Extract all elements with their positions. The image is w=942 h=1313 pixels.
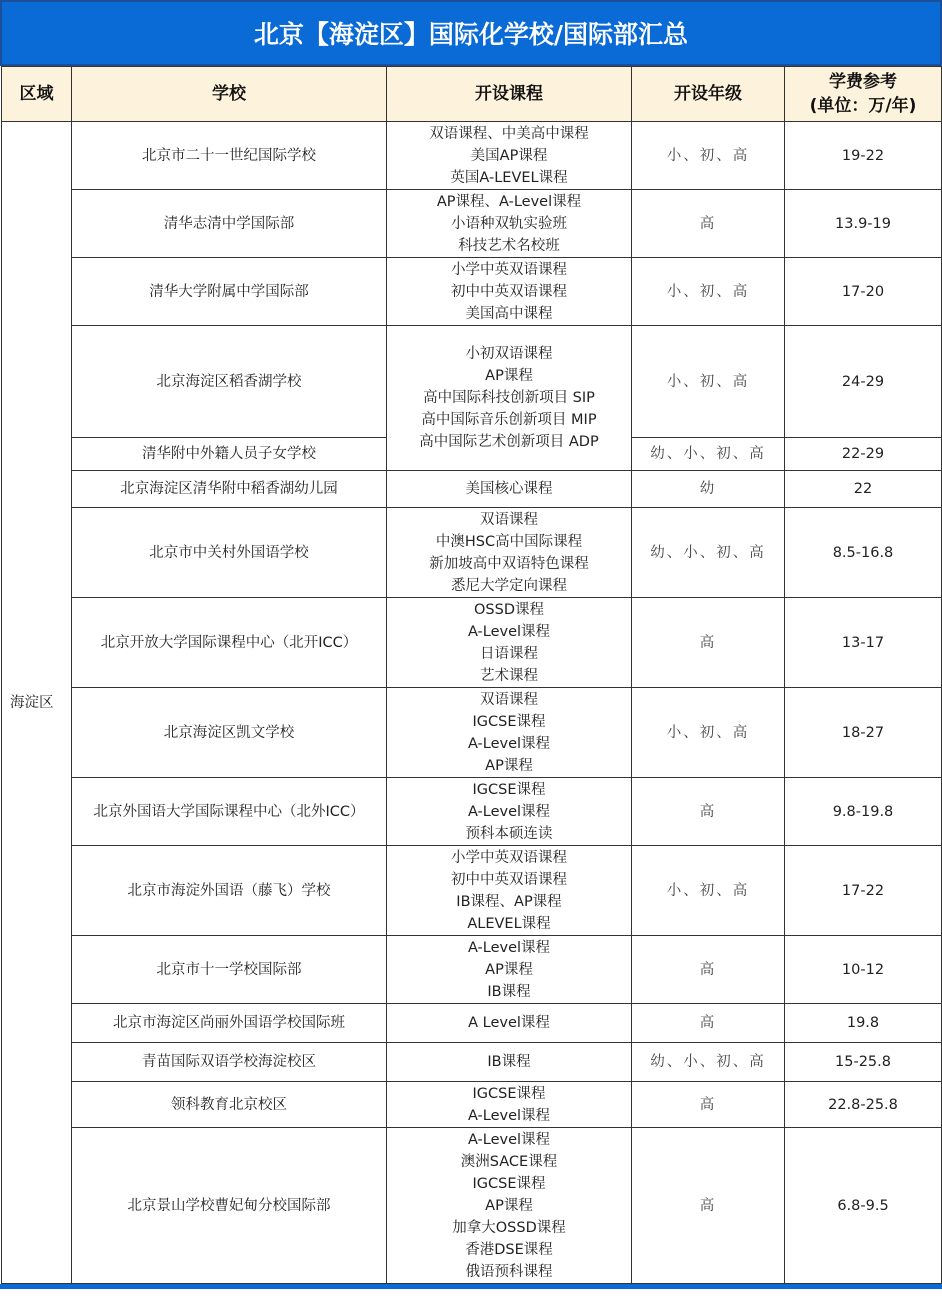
courses-cell <box>387 846 632 936</box>
grades-cell: 幼 <box>632 471 785 508</box>
course-line: A-Level课程 <box>467 803 551 820</box>
courses-cell <box>387 258 632 326</box>
header-fee <box>785 67 942 122</box>
fee-cell: 17-22 <box>785 846 942 936</box>
course-line: 双语课程、中美高中课程 <box>429 125 589 142</box>
courses-cell <box>387 1082 632 1128</box>
courses-cell <box>387 688 632 778</box>
course-line: 悉尼大学定向课程 <box>451 577 567 594</box>
table-row <box>2 471 942 508</box>
school-cell: 北京开放大学国际课程中心（北开ICC） <box>72 598 387 688</box>
grades-cell: 幼、小、初、高 <box>632 438 785 471</box>
course-line: 双语课程 <box>480 511 538 528</box>
fee-cell: 22.8-25.8 <box>785 1082 942 1128</box>
course-line: 香港DSE课程 <box>465 1241 553 1258</box>
courses-cell <box>387 508 632 598</box>
courses-cell <box>387 778 632 846</box>
course-line: ALEVEL课程 <box>467 915 551 932</box>
fee-cell: 19.8 <box>785 1004 942 1043</box>
course-line: 高中国际艺术创新项目 ADP <box>419 434 599 450</box>
course-line: 高中国际科技创新项目 SIP <box>423 390 595 406</box>
course-line: IGCSE课程 <box>472 1175 546 1192</box>
course-line: 双语课程 <box>480 691 538 708</box>
table-row <box>2 1128 942 1284</box>
course-line: 小语种双轨实验班 <box>451 215 567 232</box>
course-line: A Level课程 <box>468 1015 550 1031</box>
course-line: 美国高中课程 <box>465 305 553 322</box>
course-line: 日语课程 <box>480 645 538 662</box>
course-line: 美国AP课程 <box>470 147 548 164</box>
course-line: 艺术课程 <box>480 667 538 684</box>
course-line: A-Level课程 <box>467 735 551 752</box>
grades-cell: 小、初、高 <box>632 122 785 190</box>
table-row <box>2 688 942 778</box>
course-line: AP课程、A-Level课程 <box>436 193 582 210</box>
grades-cell: 小、初、高 <box>632 688 785 778</box>
courses-cell <box>387 1004 632 1043</box>
table-row <box>2 122 942 190</box>
course-line: 小初双语课程 <box>465 346 553 362</box>
table-row <box>2 936 942 1004</box>
fee-cell: 6.8-9.5 <box>785 1128 942 1284</box>
bottom-bar <box>0 1284 942 1289</box>
course-line: 加拿大OSSD课程 <box>452 1219 566 1236</box>
fee-cell: 13.9-19 <box>785 190 942 258</box>
header-courses: 开设课程 <box>387 67 632 122</box>
course-line: A-Level课程 <box>467 1131 551 1148</box>
fee-cell: 18-27 <box>785 688 942 778</box>
header-region: 区域 <box>2 67 72 122</box>
grades-cell: 高 <box>632 936 785 1004</box>
courses-cell <box>387 122 632 190</box>
course-line: 初中中英双语课程 <box>451 871 567 888</box>
header-row <box>2 67 942 122</box>
fee-cell: 22 <box>785 471 942 508</box>
fee-cell: 10-12 <box>785 936 942 1004</box>
fee-cell: 9.8-19.8 <box>785 778 942 846</box>
grades-cell: 小、初、高 <box>632 846 785 936</box>
grades-cell: 小、初、高 <box>632 258 785 326</box>
school-cell: 北京海淀区稻香湖学校 <box>72 326 387 438</box>
course-line: AP课程 <box>485 961 533 978</box>
courses-cell <box>387 1043 632 1082</box>
course-line: IB课程 <box>487 983 531 1000</box>
fee-cell: 15-25.8 <box>785 1043 942 1082</box>
grades-cell: 高 <box>632 1082 785 1128</box>
school-cell: 北京景山学校曹妃甸分校国际部 <box>72 1128 387 1284</box>
course-line: IB课程、AP课程 <box>456 893 562 910</box>
grades-cell: 高 <box>632 598 785 688</box>
table-row <box>2 846 942 936</box>
course-line: 初中中英双语课程 <box>451 283 567 300</box>
school-cell: 清华大学附属中学国际部 <box>72 258 387 326</box>
table-row <box>2 326 942 438</box>
page-title: 北京【海淀区】国际化学校/国际部汇总 <box>0 0 942 66</box>
fee-cell: 13-17 <box>785 598 942 688</box>
course-line: 小学中英双语课程 <box>451 849 567 866</box>
grades-cell: 高 <box>632 1128 785 1284</box>
table-row <box>2 258 942 326</box>
school-cell: 领科教育北京校区 <box>72 1082 387 1128</box>
school-cell: 北京海淀区凯文学校 <box>72 688 387 778</box>
fee-cell: 22-29 <box>785 438 942 471</box>
school-cell: 清华志清中学国际部 <box>72 190 387 258</box>
course-line: IGCSE课程 <box>472 713 546 730</box>
school-cell: 北京市十一学校国际部 <box>72 936 387 1004</box>
school-cell: 北京外国语大学国际课程中心（北外ICC） <box>72 778 387 846</box>
table-row <box>2 1082 942 1128</box>
course-line: 高中国际音乐创新项目 MIP <box>421 412 597 428</box>
school-cell: 北京海淀区清华附中稻香湖幼儿园 <box>72 471 387 508</box>
schools-table <box>1 66 942 1284</box>
course-line: 科技艺术名校班 <box>458 237 560 254</box>
school-cell: 青苗国际双语学校海淀校区 <box>72 1043 387 1082</box>
course-line: IB课程 <box>487 1054 531 1070</box>
course-line: OSSD课程 <box>474 601 544 618</box>
grades-cell: 高 <box>632 1004 785 1043</box>
school-cell: 北京市海淀外国语（藤飞）学校 <box>72 846 387 936</box>
grades-cell: 高 <box>632 778 785 846</box>
courses-cell <box>387 936 632 1004</box>
course-line: AP课程 <box>485 757 533 774</box>
course-line: A-Level课程 <box>467 623 551 640</box>
table-row <box>2 1043 942 1082</box>
courses-cell <box>387 326 632 471</box>
fee-cell: 19-22 <box>785 122 942 190</box>
fee-cell: 17-20 <box>785 258 942 326</box>
fee-cell: 8.5-16.8 <box>785 508 942 598</box>
course-line: 英国A-LEVEL课程 <box>450 169 568 186</box>
grades-cell: 高 <box>632 190 785 258</box>
course-line: 新加坡高中双语特色课程 <box>429 555 589 572</box>
course-line: 小学中英双语课程 <box>451 261 567 278</box>
course-line: IGCSE课程 <box>472 781 546 798</box>
course-line: IGCSE课程 <box>472 1085 546 1102</box>
header-school: 学校 <box>72 67 387 122</box>
course-line: 中澳HSC高中国际课程 <box>435 533 583 550</box>
region-cell: 海淀区 <box>2 122 72 1284</box>
courses-cell <box>387 190 632 258</box>
table-row <box>2 190 942 258</box>
grades-cell: 小、初、高 <box>632 326 785 438</box>
table-row <box>2 598 942 688</box>
fee-cell: 24-29 <box>785 326 942 438</box>
table-row <box>2 1004 942 1043</box>
grades-cell: 幼、小、初、高 <box>632 508 785 598</box>
course-line: 俄语预科课程 <box>465 1263 553 1280</box>
courses-cell <box>387 471 632 508</box>
school-cell: 北京市二十一世纪国际学校 <box>72 122 387 190</box>
course-line: AP课程 <box>485 1197 533 1214</box>
school-cell: 北京市海淀区尚丽外国语学校国际班 <box>72 1004 387 1043</box>
course-line: AP课程 <box>485 368 533 384</box>
course-line: 预科本硕连读 <box>465 825 553 842</box>
courses-cell <box>387 598 632 688</box>
course-line: 美国核心课程 <box>465 481 553 497</box>
table-row <box>2 778 942 846</box>
header-grades: 开设年级 <box>632 67 785 122</box>
table-row <box>2 508 942 598</box>
header-fee-line2: (单位：万/年) <box>809 96 917 116</box>
courses-cell <box>387 1128 632 1284</box>
course-line: A-Level课程 <box>467 939 551 956</box>
grades-cell: 幼、小、初、高 <box>632 1043 785 1082</box>
header-fee-line1: 学费参考 <box>829 72 897 92</box>
course-line: 澳洲SACE课程 <box>460 1153 558 1170</box>
school-cell: 北京市中关村外国语学校 <box>72 508 387 598</box>
course-line: A-Level课程 <box>467 1107 551 1124</box>
school-cell: 清华附中外籍人员子女学校 <box>72 438 387 471</box>
